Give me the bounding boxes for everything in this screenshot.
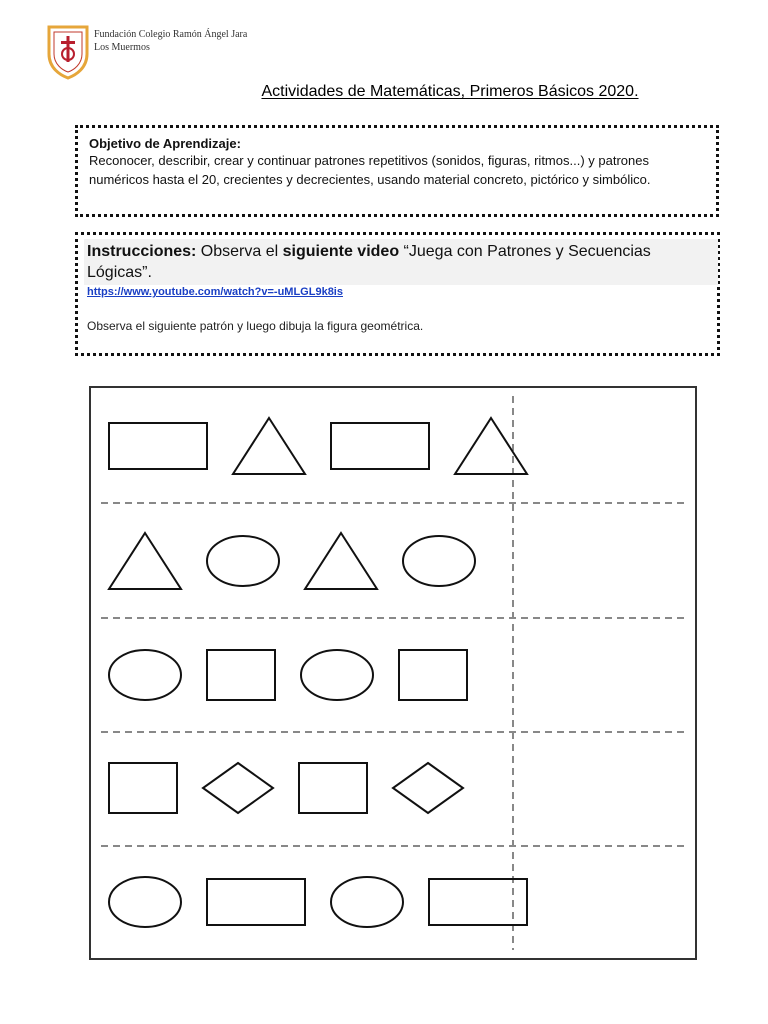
objective-box <box>75 125 719 217</box>
page-title: Actividades de Matemáticas, Primeros Básicos 2020. <box>261 83 639 100</box>
instructions-text-1: Observa el <box>196 243 283 260</box>
instructions-text-2: “Juega con Patrones y Secuencias Lógicas”. <box>87 243 651 281</box>
video-link[interactable]: https://www.youtube.com/watch?v=-uMLGL9k8is <box>87 286 343 298</box>
school-crest-icon <box>46 24 90 80</box>
instructions-label: Instrucciones: <box>87 243 197 260</box>
instructions-line <box>87 241 717 283</box>
school-name: Fundación Colegio Ramón Ángel Jara <box>94 29 248 40</box>
instructions-box <box>75 232 720 356</box>
pattern-grid <box>89 386 697 960</box>
instructions-bold-text: siguiente video <box>282 243 400 260</box>
instructions-note: Observa el siguiente patrón y luego dibuja la figura geométrica. <box>87 319 424 333</box>
objective-text: Reconocer, describir, crear y continuar patrones repetitivos (sonidos, figuras, ritmos...) y patrones numéricos hasta el 20, crecientes y decrecientes, usando material concreto, pictórico y simbólico. <box>89 153 651 187</box>
objective-heading: Objetivo de Aprendizaje: <box>89 136 241 151</box>
school-location: Los Muermos <box>94 42 150 53</box>
